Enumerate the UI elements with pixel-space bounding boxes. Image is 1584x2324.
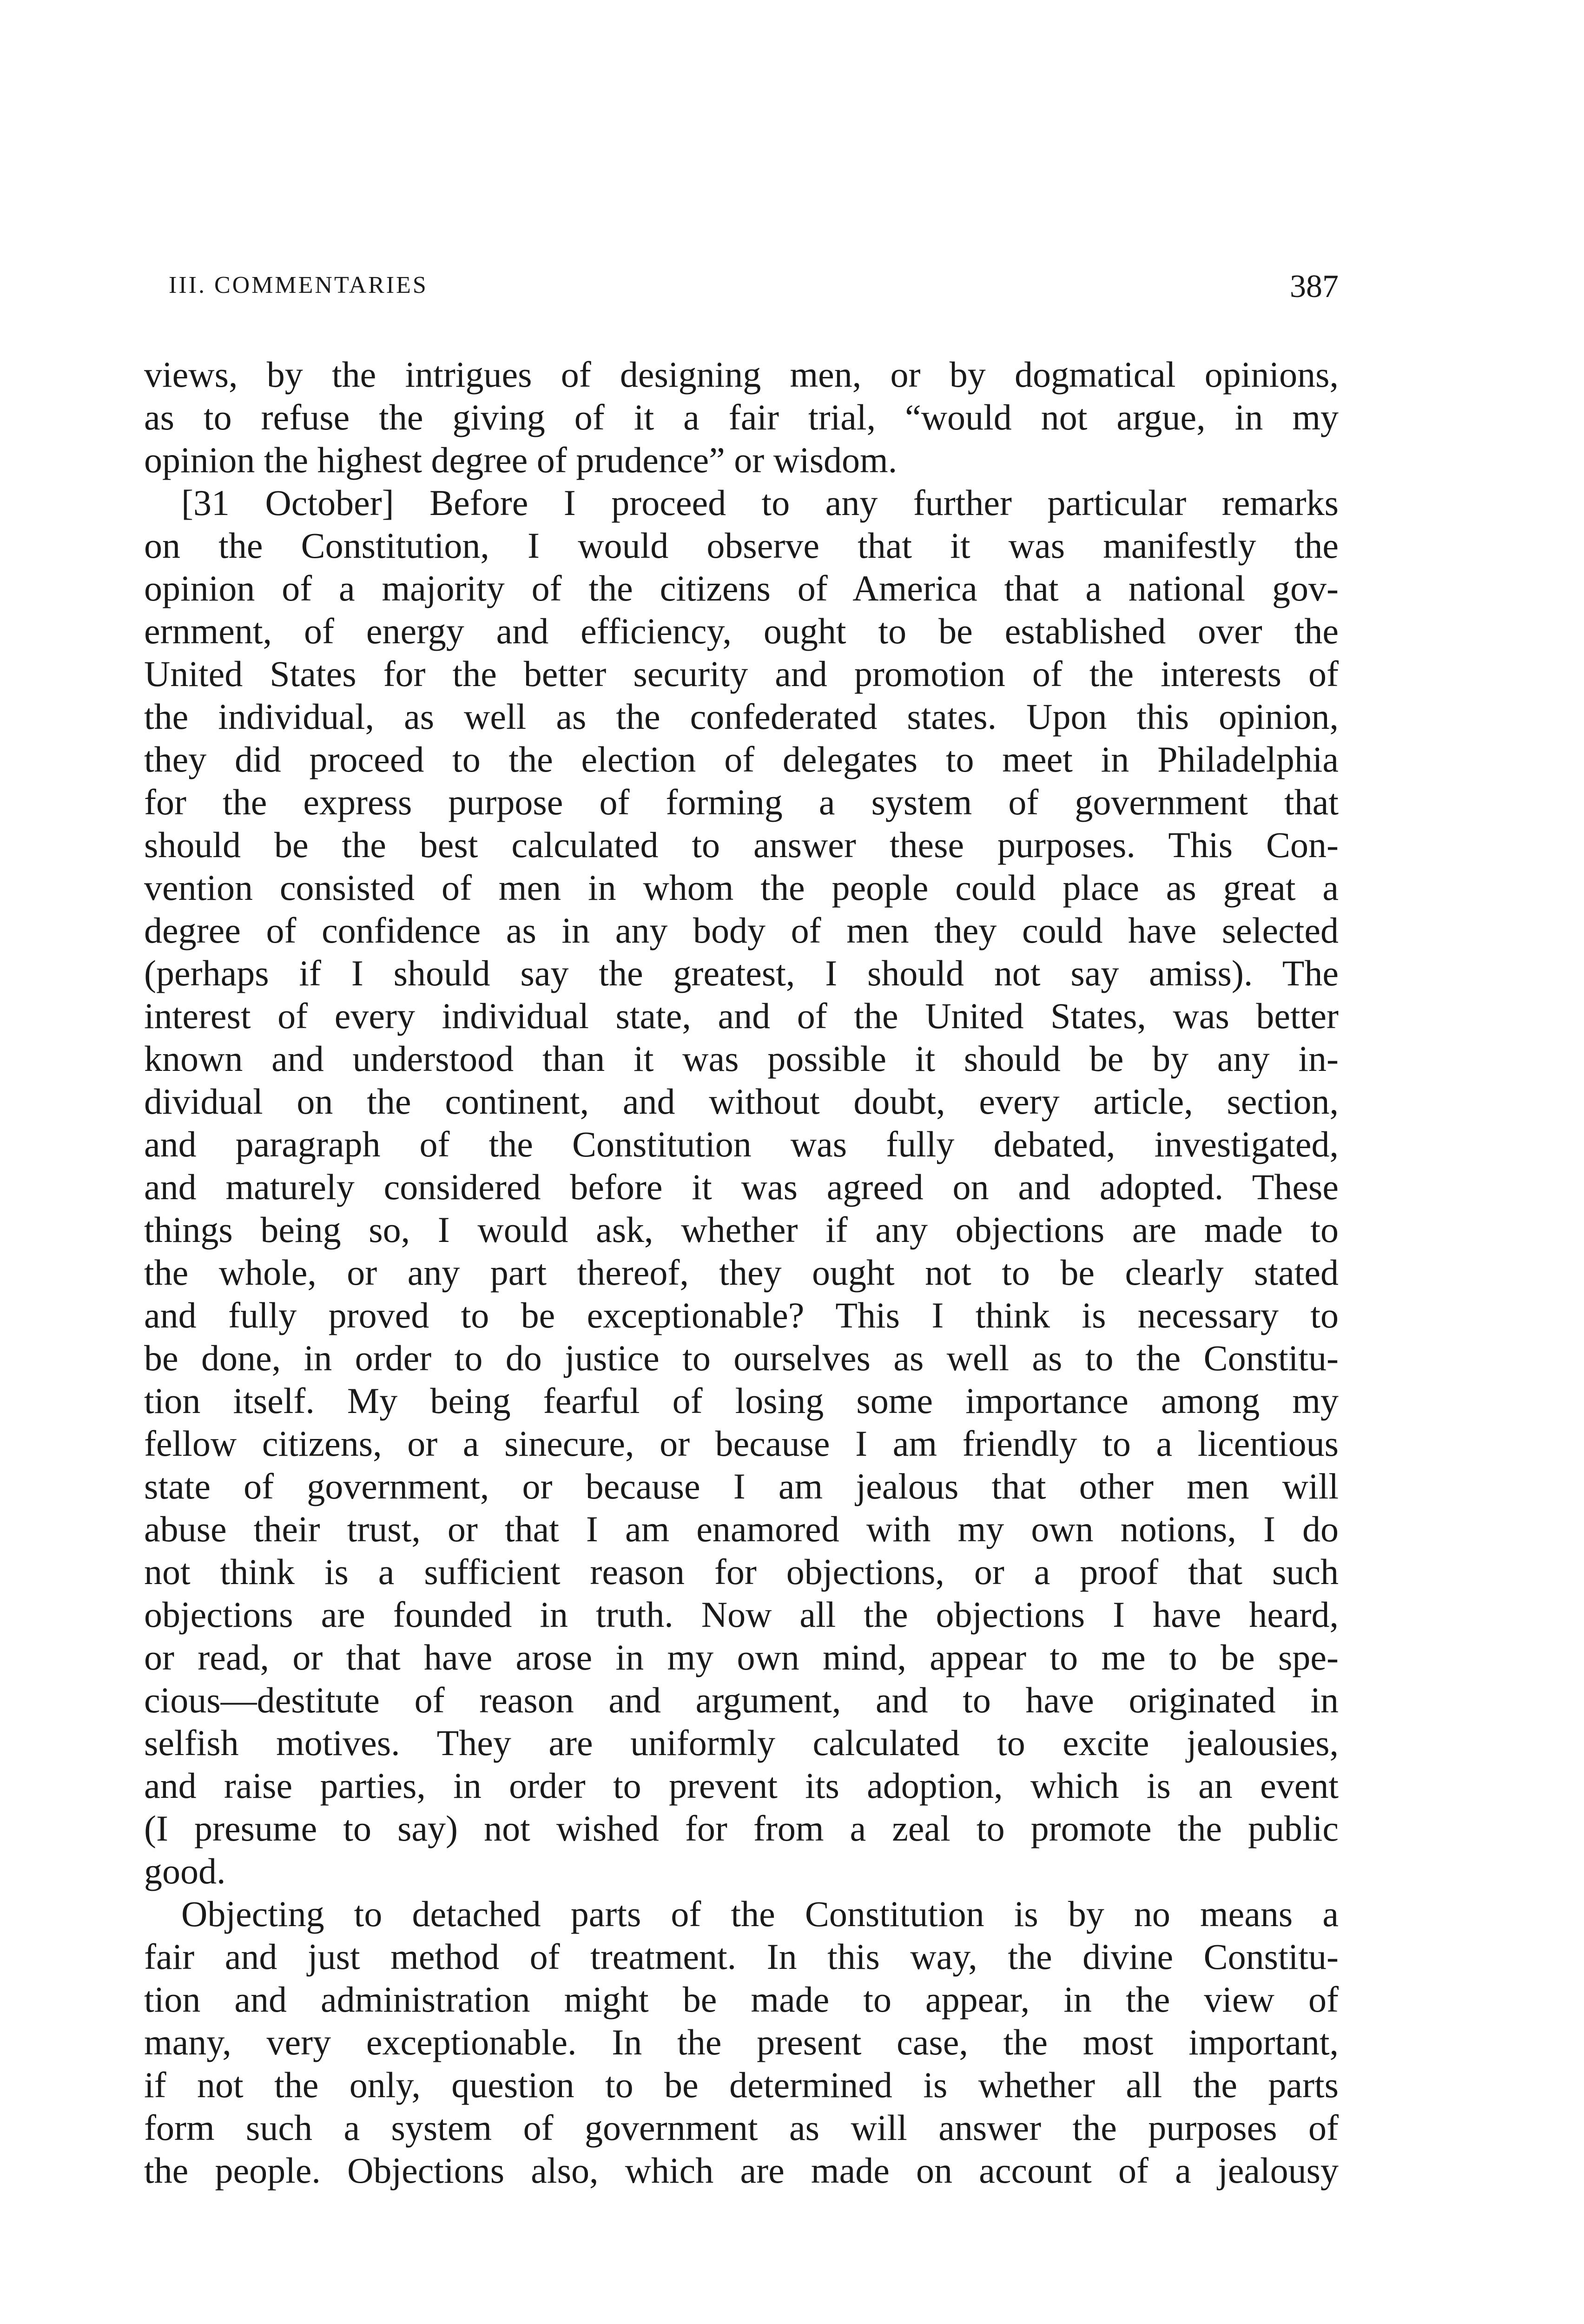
- text-line: and maturely considered before it was agreed on and adopted. These: [144, 1167, 1339, 1207]
- text-line: (perhaps if I should say the greatest, I should not say amiss). The: [144, 953, 1339, 993]
- text-line: tion and administration might be made to appear, in the view of: [144, 1979, 1339, 2020]
- text-line: known and understood than it was possible it should be by any in-: [144, 1038, 1339, 1079]
- text-line: many, very exceptionable. In the present case, the most important,: [144, 2022, 1339, 2062]
- text-line: the whole, or any part thereof, they ought not to be clearly stated: [144, 1252, 1339, 1293]
- text-line: state of government, or because I am jealous that other men will: [144, 1466, 1339, 1506]
- text-line: good.: [144, 1851, 226, 1891]
- text-line: [31 October] Before I proceed to any further particular remarks: [181, 482, 1339, 523]
- text-line: on the Constitution, I would observe that it was manifestly the: [144, 525, 1339, 566]
- text-line: interest of every individual state, and of the United States, was better: [144, 996, 1339, 1036]
- text-line: selfish motives. They are uniformly calculated to excite jealousies,: [144, 1723, 1339, 1763]
- text-line: they did proceed to the election of delegates to meet in Philadelphia: [144, 739, 1339, 779]
- text-line: ernment, of energy and efficiency, ought to be established over the: [144, 611, 1339, 651]
- text-line: (I presume to say) not wished for from a zeal to promote the public: [144, 1808, 1339, 1849]
- text-line: if not the only, question to be determined is whether all the parts: [144, 2065, 1339, 2105]
- text-line: be done, in order to do justice to ourselves as well as to the Constitu-: [144, 1338, 1339, 1378]
- running-head: III. COMMENTARIES: [169, 272, 428, 298]
- text-line: views, by the intrigues of designing men, or by dogmatical opinions,: [144, 354, 1339, 395]
- text-line: or read, or that have arose in my own mind, appear to me to be spe-: [144, 1637, 1339, 1677]
- text-line: opinion the highest degree of prudence” or wisdom.: [144, 440, 898, 480]
- text-line: abuse their trust, or that I am enamored with my own notions, I do: [144, 1509, 1339, 1549]
- text-line: for the express purpose of forming a system of government that: [144, 782, 1339, 822]
- text-line: not think is a sufficient reason for objections, or a proof that such: [144, 1552, 1339, 1592]
- text-line: degree of confidence as in any body of men they could have selected: [144, 910, 1339, 951]
- text-line: fellow citizens, or a sinecure, or because I am friendly to a licentious: [144, 1423, 1339, 1464]
- text-line: cious—destitute of reason and argument, and to have originated in: [144, 1680, 1339, 1720]
- text-line: and raise parties, in order to prevent its adoption, which is an event: [144, 1765, 1339, 1806]
- text-line: and fully proved to be exceptionable? This I think is necessary to: [144, 1295, 1339, 1335]
- text-line: the people. Objections also, which are made on account of a jealousy: [144, 2150, 1339, 2191]
- text-line: Objecting to detached parts of the Constitution is by no means a: [181, 1894, 1339, 1934]
- body-text: [144, 353, 1339, 2192]
- text-line: form such a system of government as will answer the purposes of: [144, 2107, 1339, 2148]
- text-line: vention consisted of men in whom the people could place as great a: [144, 867, 1339, 908]
- text-line: fair and just method of treatment. In this way, the divine Constitu-: [144, 1936, 1339, 1977]
- text-line: as to refuse the giving of it a fair trial, “would not argue, in my: [144, 397, 1339, 437]
- text-line: dividual on the continent, and without doubt, every article, section,: [144, 1081, 1339, 1122]
- text-line: and paragraph of the Constitution was fully debated, investigated,: [144, 1124, 1339, 1164]
- text-line: opinion of a majority of the citizens of America that a national gov-: [144, 568, 1339, 608]
- text-line: tion itself. My being fearful of losing some importance among my: [144, 1380, 1339, 1421]
- text-line: the individual, as well as the confederated states. Upon this opinion,: [144, 696, 1339, 737]
- text-line: United States for the better security and promotion of the interests of: [144, 654, 1339, 694]
- text-line: should be the best calculated to answer these purposes. This Con-: [144, 825, 1339, 865]
- page-number: 387: [1290, 269, 1339, 304]
- text-line: things being so, I would ask, whether if any objections are made to: [144, 1209, 1339, 1250]
- text-line: objections are founded in truth. Now all the objections I have heard,: [144, 1594, 1339, 1635]
